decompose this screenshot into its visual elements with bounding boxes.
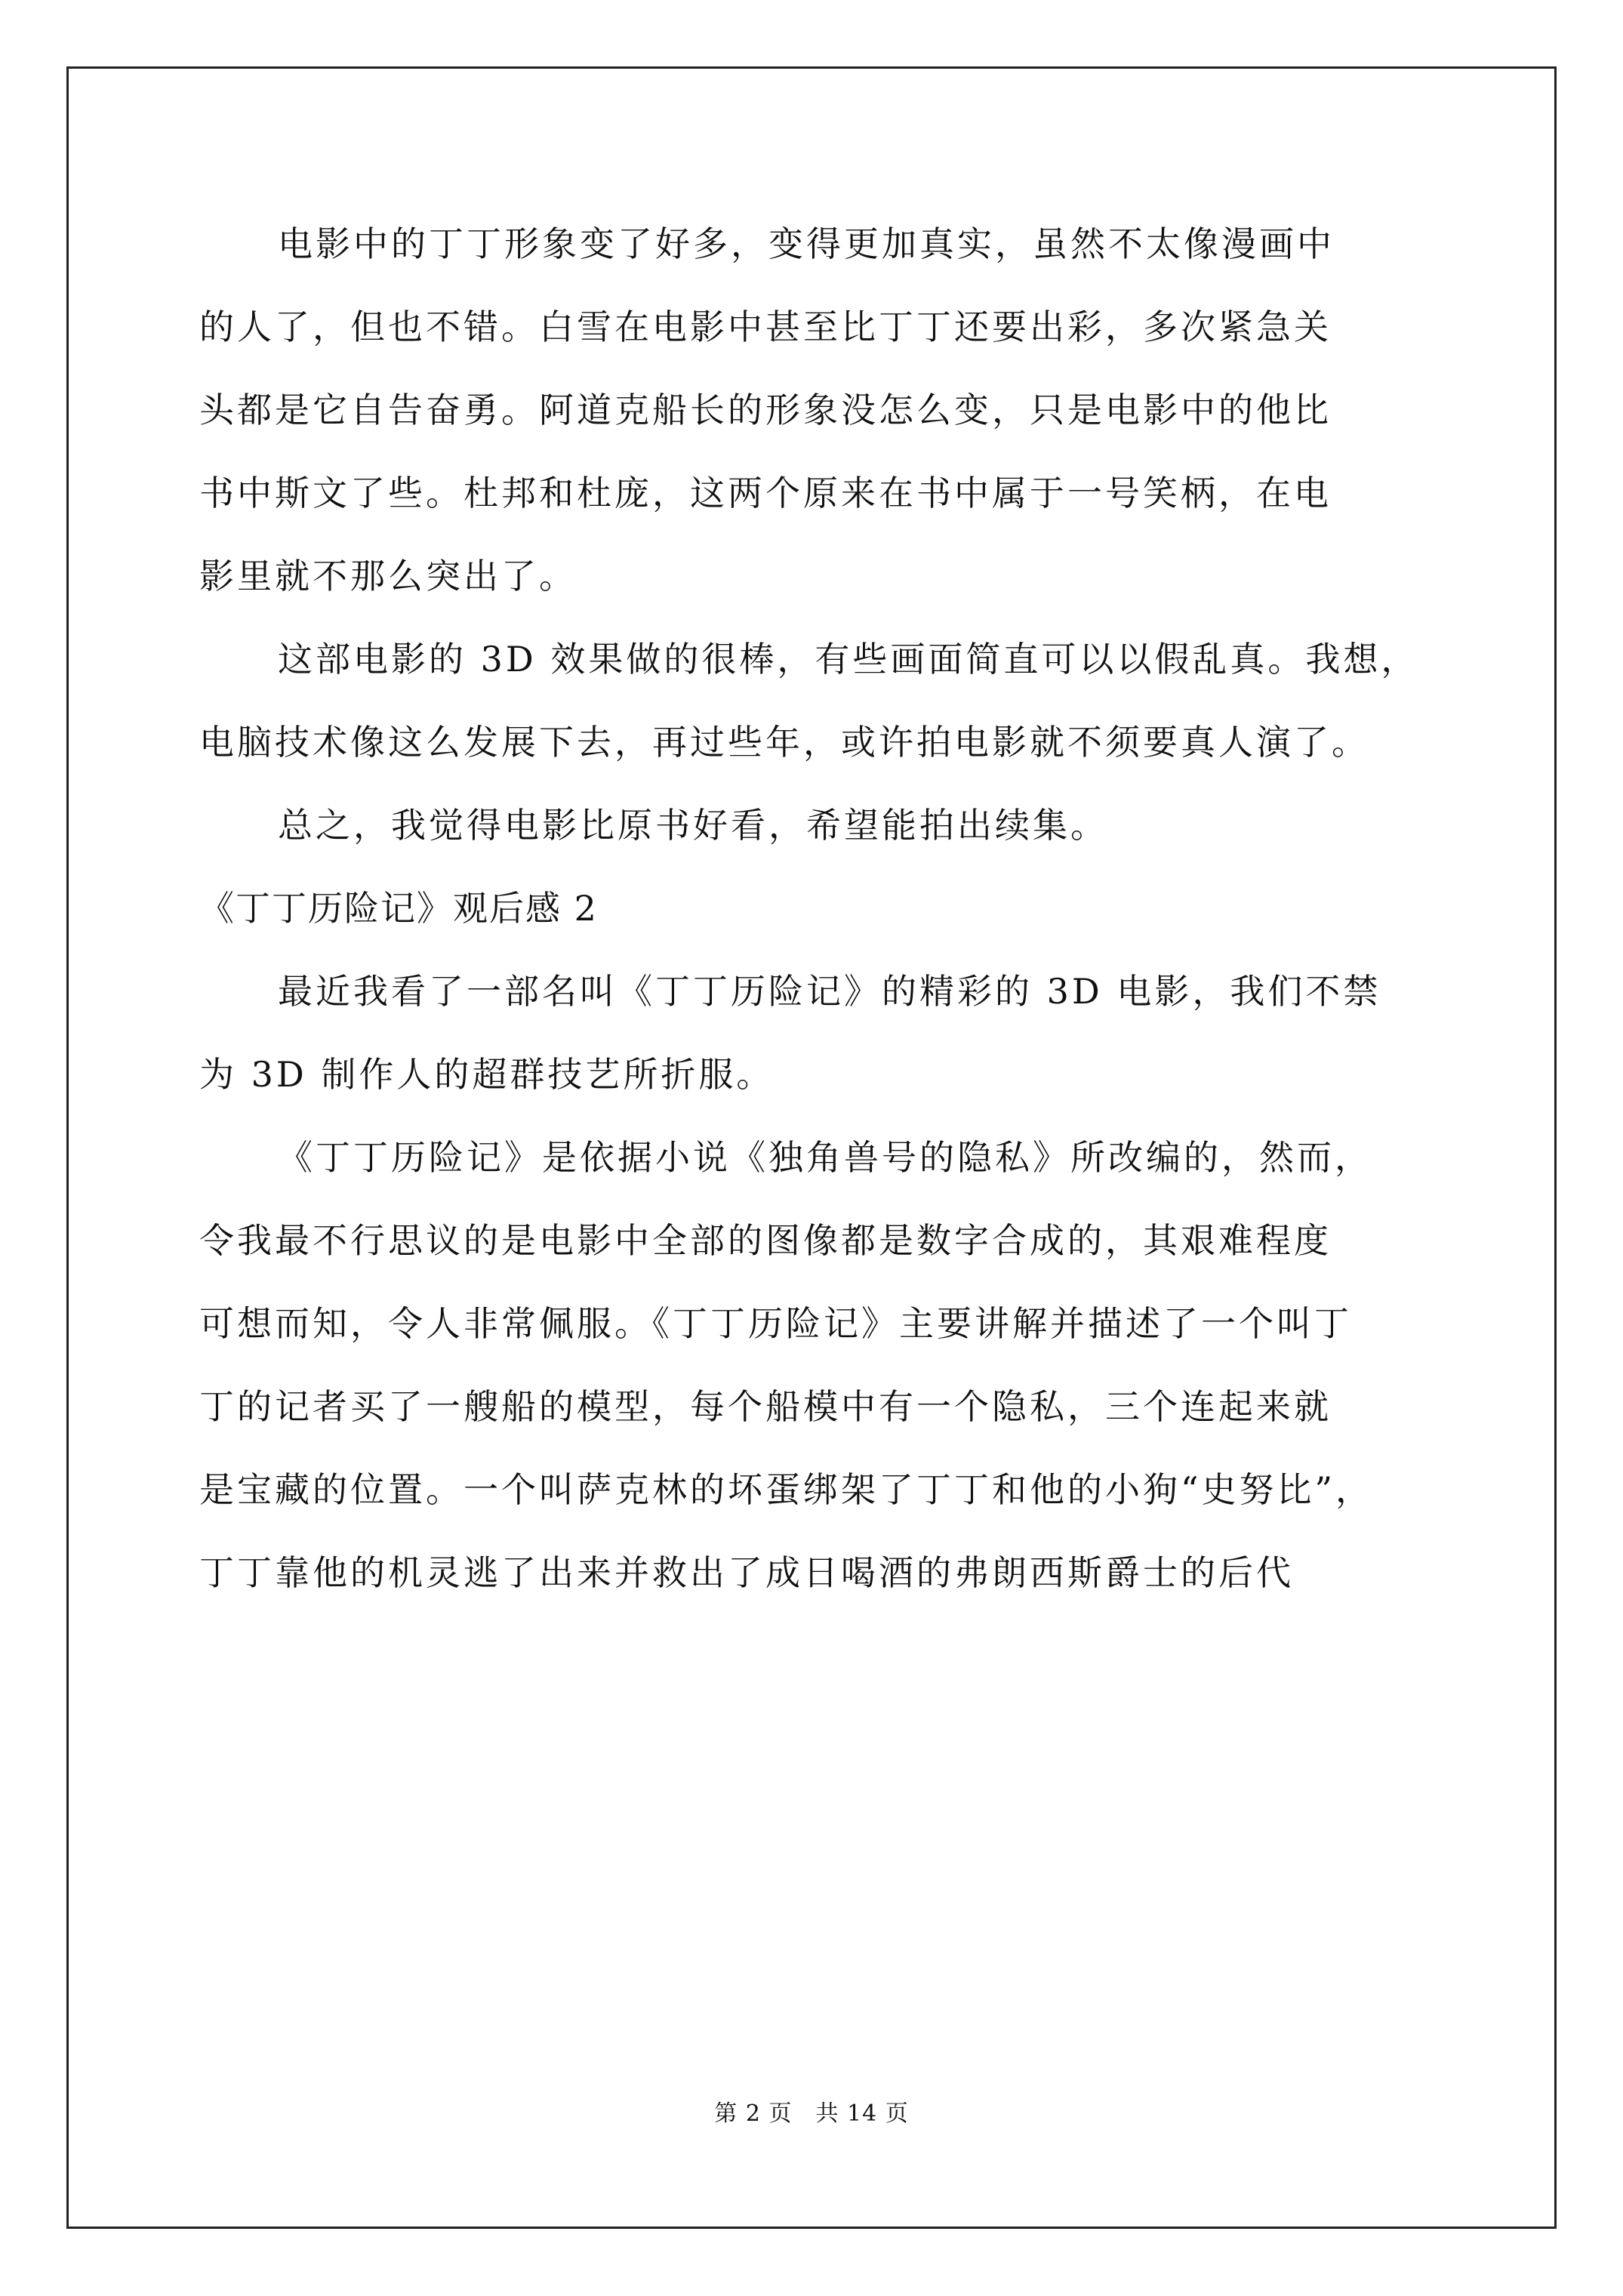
paragraph-line: 这部电影的 3D 效果做的很棒，有些画面简直可以以假乱真。我想，: [278, 639, 1419, 680]
paragraph-line: 总之，我觉得电影比原书好看，希望能拍出续集。: [278, 805, 1108, 846]
paragraph-line: 《丁丁历险记》是依据小说《独角兽号的隐私》所改编的，然而，: [278, 1137, 1372, 1178]
paragraph-line: 可想而知，令人非常佩服。《丁丁历险记》主要讲解并描述了一个叫丁: [199, 1303, 1352, 1344]
paragraph-line: 令我最不行思议的是电影中全部的图像都是数字合成的，其艰难程度: [199, 1220, 1332, 1261]
document-body: [199, 202, 1437, 1614]
paragraph-line: 为 3D 制作人的超群技艺所折服。: [199, 1054, 775, 1095]
paragraph-line: 的人了，但也不错。白雪在电影中甚至比丁丁还要出彩，多次紧急关: [199, 307, 1332, 347]
page-number-footer: 第 2 页 共 14 页: [714, 2100, 909, 2127]
paragraph-line: 头都是它自告奋勇。阿道克船长的形象没怎么变，只是电影中的他比: [199, 390, 1332, 430]
paragraph-line: 丁的记者买了一艘船的模型，每个船模中有一个隐私，三个连起来就: [199, 1386, 1332, 1427]
paragraph-line: 是宝藏的位置。一个叫萨克林的坏蛋绑架了丁丁和他的小狗“史努比”，: [199, 1469, 1374, 1510]
paragraph-line: 书中斯文了些。杜邦和杜庞，这两个原来在书中属于一号笑柄，在电: [199, 473, 1332, 513]
paragraph-line: 电脑技术像这么发展下去，再过些年，或许拍电影就不须要真人演了。: [199, 722, 1369, 763]
paragraph-line: 影里就不那么突出了。: [199, 556, 577, 596]
section-title: 《丁丁历险记》观后感 2: [199, 888, 598, 929]
paragraph-line: 电影中的丁丁形象变了好多，变得更加真实，虽然不太像漫画中: [278, 223, 1335, 264]
paragraph-line: 最近我看了一部名叫《丁丁历险记》的精彩的 3D 电影，我们不禁: [278, 971, 1381, 1012]
paragraph-line: 丁丁靠他的机灵逃了出来并救出了成日喝酒的弗朗西斯爵士的后代: [199, 1552, 1294, 1593]
